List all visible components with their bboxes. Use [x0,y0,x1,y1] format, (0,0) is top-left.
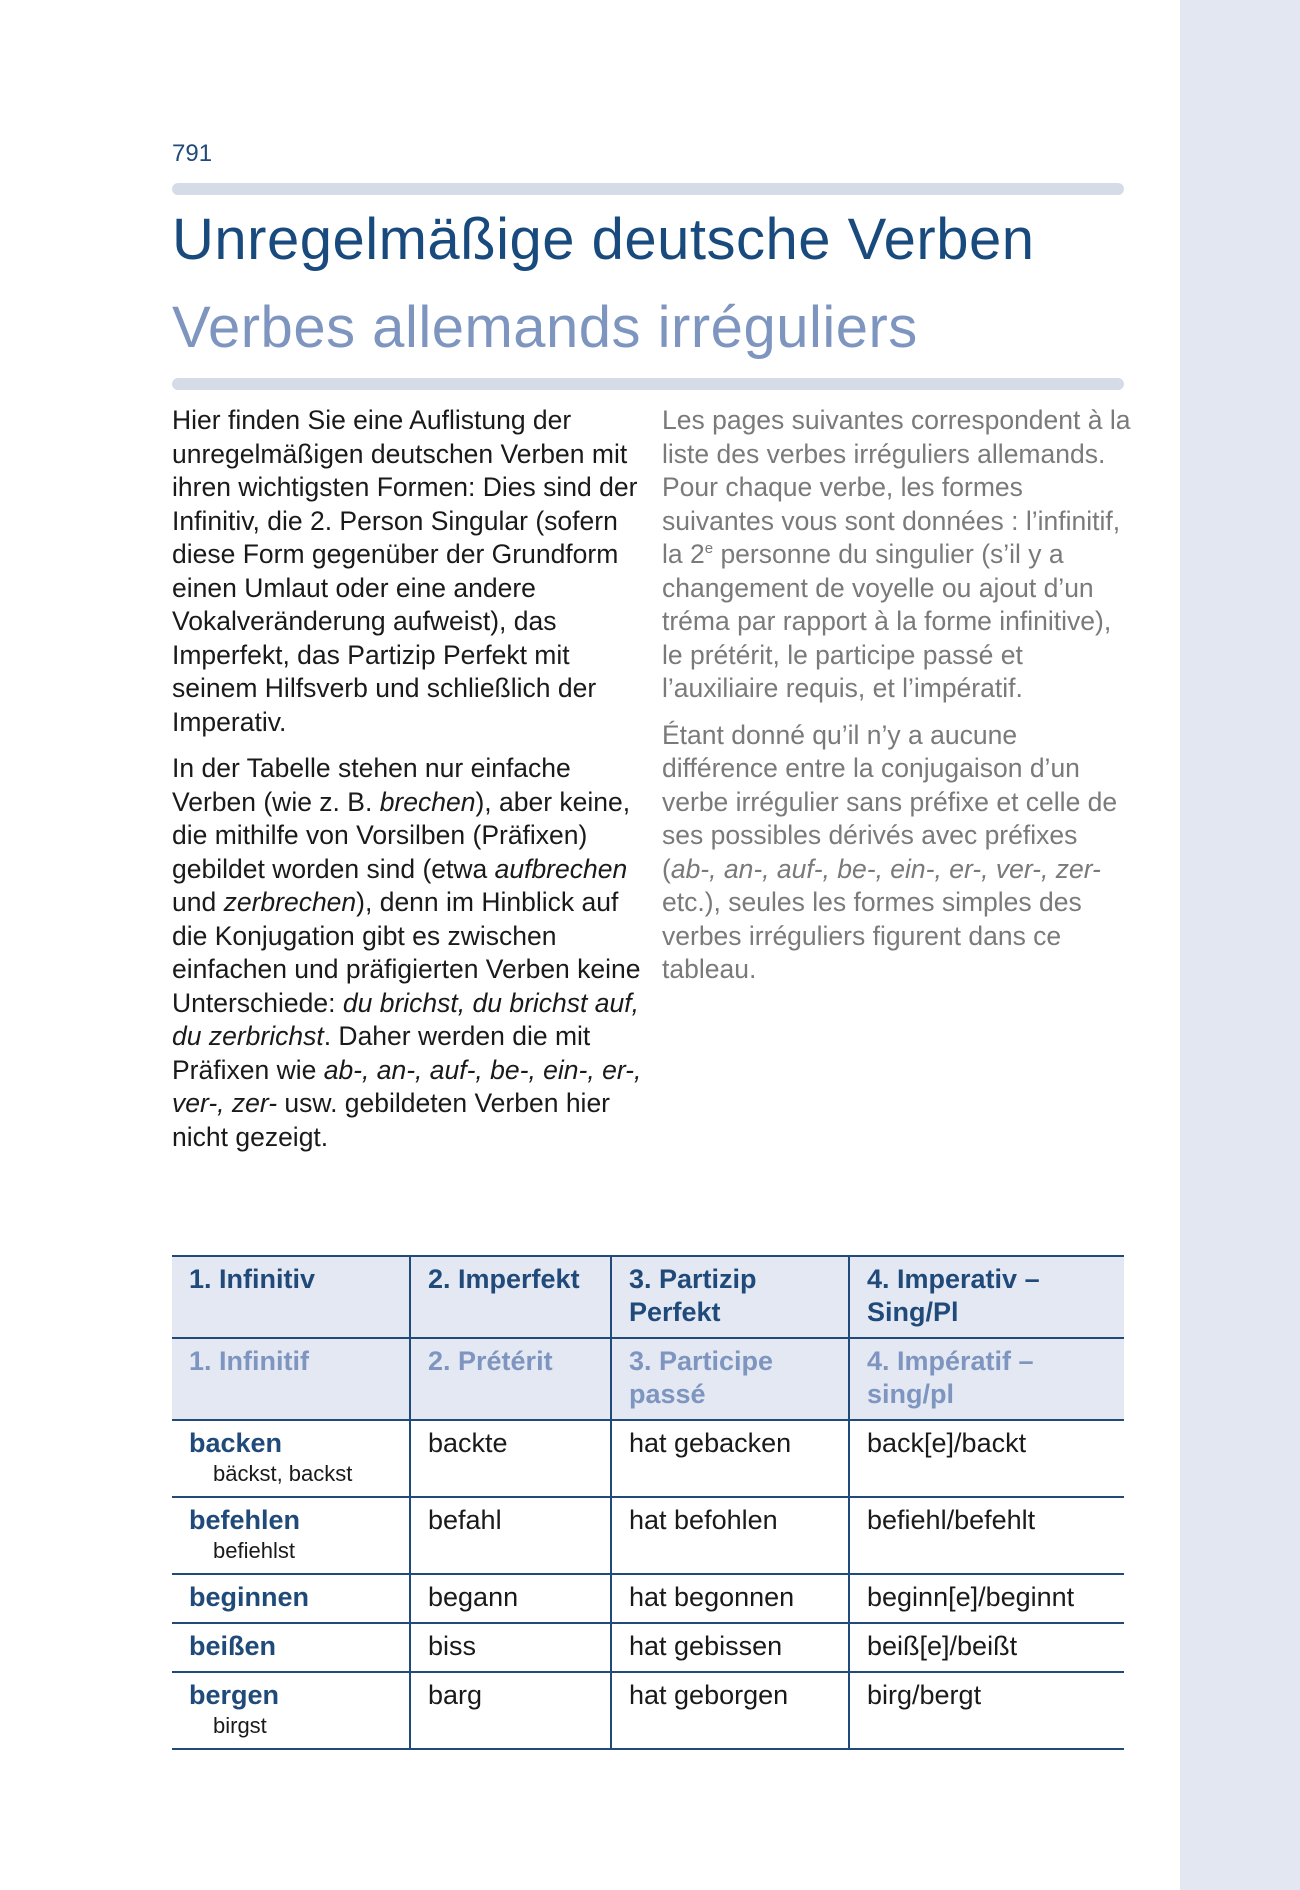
participle-cell: hat befohlen [611,1497,849,1574]
second-person-form: bäckst, backst [213,1461,353,1486]
example: zerbrechen [223,887,357,917]
participle-cell: hat gebissen [611,1623,849,1672]
second-person-form: befiehlst [213,1538,295,1563]
example: brechen [379,786,476,817]
second-person-form: birgst [213,1713,267,1738]
text: ), aber keine, die mithilfe von Vorsilben (Präfixen) gebildet worden sind (etwa [172,786,631,884]
imperative-cell: birg/bergt [849,1672,1124,1749]
text: Étant donné qu’il n’y a aucune différence entre la conjugaison d’un verbe irrégulier sans préfixe et celle de ses possibles dérivés avec préfixes ( [662,719,1118,884]
table-header-french [172,1338,1124,1420]
imperfect-cell: backte [410,1420,611,1497]
header-cell: 3. Partizip Perfekt [611,1256,849,1338]
imperative-cell: beiß[e]/beißt [849,1623,1124,1672]
intro-french-paragraph-1 [662,404,1132,706]
table-header-german [172,1256,1124,1338]
intro-french-paragraph-2 [662,719,1132,987]
title-rule-top [172,183,1124,195]
imperative-cell: befiehl/befehlt [849,1497,1124,1574]
intro-german [172,404,642,1167]
header-cell: 4. Imperativ – Sing/Pl [849,1256,1124,1338]
imperative-cell: back[e]/backt [849,1420,1124,1497]
text: und [172,887,224,917]
infinitive: beißen [189,1631,277,1661]
participle-cell: hat geborgen [611,1672,849,1749]
title-french: Verbes allemands irréguliers [172,295,918,360]
title-rule-bottom [172,378,1124,390]
imperfect-cell: biss [410,1623,611,1672]
intro-german-paragraph-2 [172,752,642,1154]
text: In der Tabelle stehen nur einfache Verben (wie z. B. [172,753,571,817]
header-cell: 3. Participe passé [611,1338,849,1420]
infinitive-cell [172,1672,410,1749]
infinitive-cell [172,1623,410,1672]
imperfect-cell: barg [410,1672,611,1749]
example: aufbrechen [494,853,628,884]
imperfect-cell: befahl [410,1497,611,1574]
text: personne du singulier (s’il y a changement de voyelle ou ajout d’un tréma par rapport à la forme infinitive), le prétérit, le participe passé et l’auxiliaire requis, et l’impératif. [662,539,1112,703]
title-german: Unregelmäßige deutsche Verben [172,207,1035,272]
table-row [172,1574,1124,1623]
table-row [172,1420,1124,1497]
infinitive: backen [189,1428,283,1458]
page-number: 791 [172,140,213,167]
participle-cell: hat gebacken [611,1420,849,1497]
side-margin-strip [1180,0,1300,1890]
infinitive: beginnen [189,1582,309,1612]
table-row [172,1497,1124,1574]
participle-cell: hat begonnen [611,1574,849,1623]
intro-french [662,404,1132,1000]
header-cell: 1. Infinitiv [172,1256,410,1338]
header-cell: 1. Infinitif [172,1338,410,1420]
text: . Daher werden die mit Präfixen wie [172,1021,591,1085]
superscript: e [704,540,714,558]
infinitive: bergen [189,1680,280,1710]
table-row [172,1672,1124,1749]
example: ab-, an-, auf-, be-, ein-, er-, ver-, zer- [670,853,1101,884]
infinitive-cell [172,1420,410,1497]
example: ab-, an-, auf-, be-, ein-, er-, ver-, zer- [172,1054,642,1118]
infinitive-cell [172,1574,410,1623]
imperative-cell: beginn[e]/beginnt [849,1574,1124,1623]
header-cell: 2. Imperfekt [410,1256,611,1338]
imperfect-cell: begann [410,1574,611,1623]
example: du brichst, du brichst auf, du zerbrichst [172,987,639,1051]
text: Les pages suivantes correspondent à la liste des verbes irréguliers allemands. Pour chaque verbe, les formes suivantes vous sont données : l’infinitif, la 2 [662,405,1131,569]
intro-german-paragraph-1: Hier finden Sie eine Auflistung der unregelmäßigen deutschen Verben mit ihren wichtigsten Formen: Dies sind der Infinitiv, die 2. Person Singular (sofern diese Form gegenüber der Grundform einen Umlaut oder eine andere Vokalveränderung aufweist), das Imperfekt, das Partizip Perfekt mit seinem Hilfsverb und schließlich der Imperativ. [172,405,638,737]
irregular-verbs-table [172,1255,1124,1750]
text: etc.), seules les formes simples des verbes irréguliers figurent dans ce tableau. [662,887,1082,984]
text: ), denn im Hinblick auf die Konjugation gibt es zwischen einfachen und präfigierten Verben keine Unterschiede: [172,887,641,1018]
text: usw. gebildeten Verben hier nicht gezeigt. [172,1088,611,1152]
header-cell: 2. Prétérit [410,1338,611,1420]
header-cell: 4. Impératif – sing/pl [849,1338,1124,1420]
infinitive-cell [172,1497,410,1574]
table-row [172,1623,1124,1672]
infinitive: befehlen [189,1505,301,1535]
